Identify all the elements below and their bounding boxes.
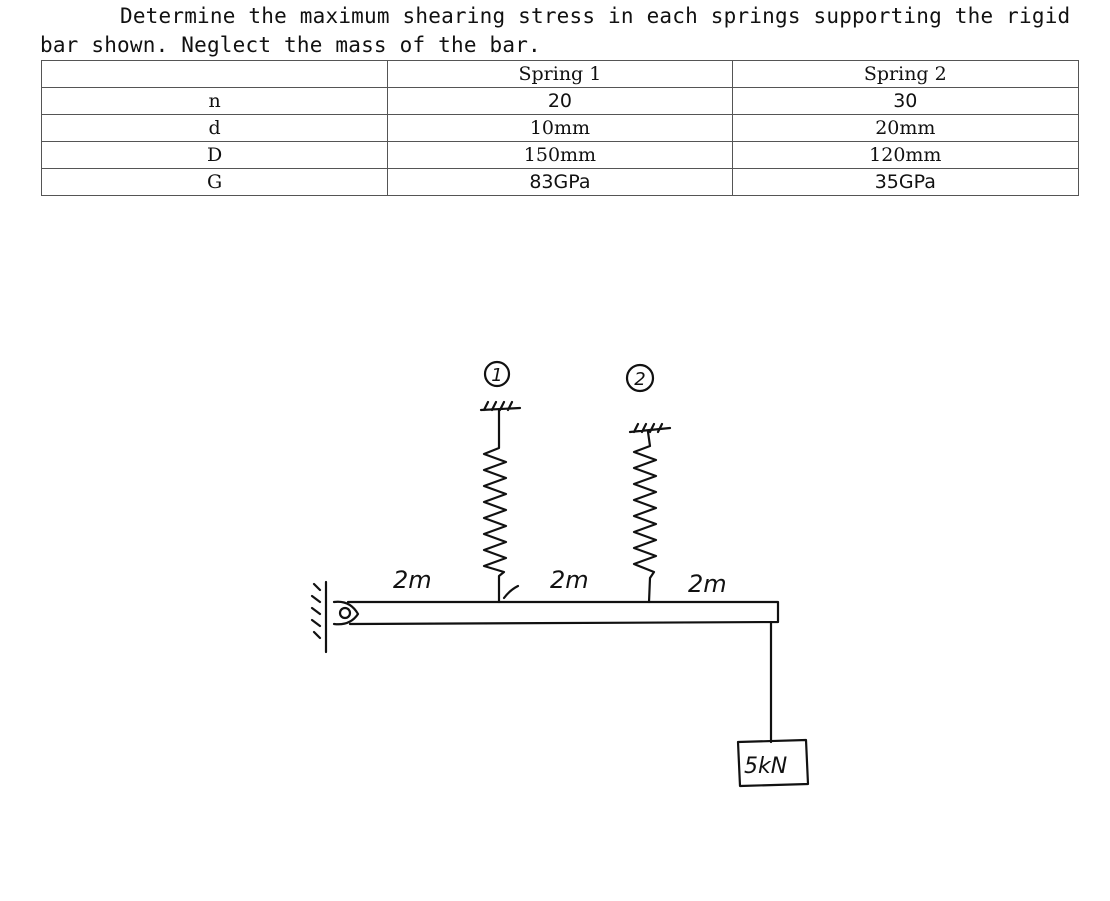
spring-2-value: 30 bbox=[732, 88, 1078, 115]
load-label: 5kN bbox=[744, 754, 788, 779]
table-header-spring-1: Spring 1 bbox=[388, 61, 732, 88]
spring-2-value: 120mm bbox=[732, 142, 1078, 169]
spring-1-number: 1 bbox=[491, 365, 503, 386]
spring-1-coil bbox=[484, 410, 518, 602]
table-header-spring-2: Spring 2 bbox=[732, 61, 1078, 88]
spring-1-value: 10mm bbox=[388, 115, 732, 142]
spring-1-ceiling bbox=[481, 402, 520, 410]
problem-line-2: bar shown. Neglect the mass of the bar. bbox=[40, 33, 541, 57]
spring-2-value: 20mm bbox=[732, 115, 1078, 142]
spring-1-value: 20 bbox=[388, 88, 732, 115]
spring-2-value: 35GPa bbox=[732, 169, 1078, 196]
spring-2-ceiling bbox=[630, 424, 670, 432]
spring-1-value: 83GPa bbox=[388, 169, 732, 196]
problem-line-1: Determine the maximum shearing stress in each springs supporting the rigid bbox=[120, 4, 1071, 28]
row-label: G bbox=[42, 169, 388, 196]
span-1-label: 2m bbox=[393, 566, 432, 594]
row-label: n bbox=[42, 88, 388, 115]
span-3-label: 2m bbox=[688, 570, 727, 598]
pin-joint bbox=[340, 608, 350, 618]
spring-1-value: 150mm bbox=[388, 142, 732, 169]
row-label: D bbox=[42, 142, 388, 169]
spring-2-number: 2 bbox=[634, 369, 646, 390]
row-label: d bbox=[42, 115, 388, 142]
spring-2-coil bbox=[634, 432, 656, 602]
span-2-label: 2m bbox=[550, 566, 589, 594]
pin-support bbox=[312, 582, 358, 652]
rigid-bar bbox=[348, 602, 778, 624]
